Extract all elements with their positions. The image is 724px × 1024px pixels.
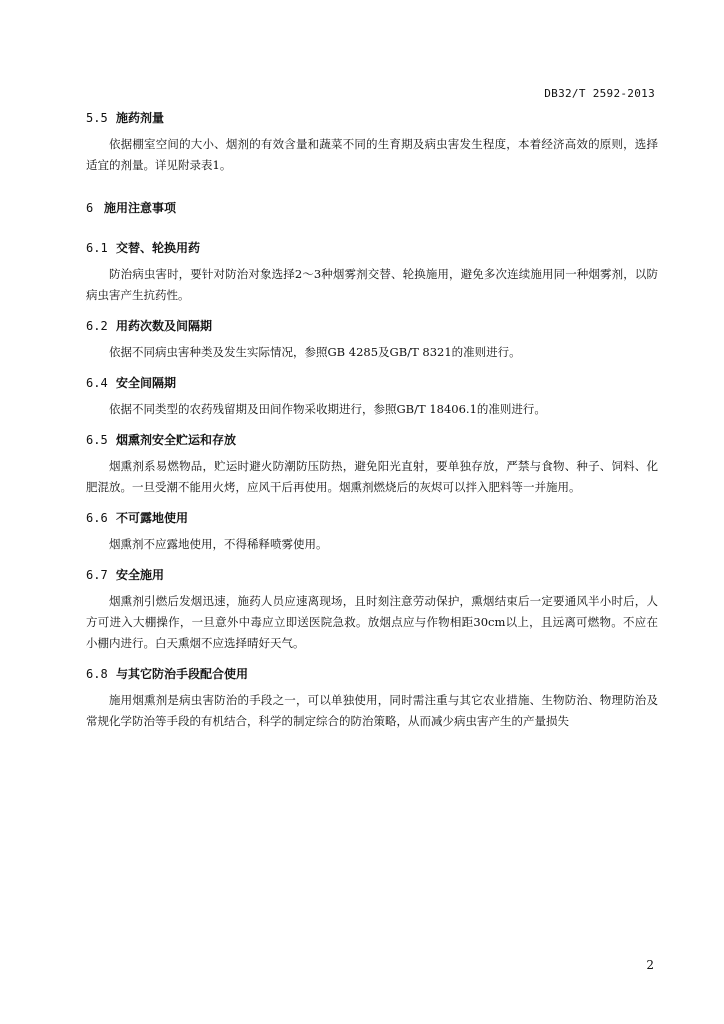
page-number: 2 <box>646 958 654 972</box>
section-number: 6 <box>86 201 94 215</box>
document-code: DB32/T 2592-2013 <box>544 87 655 100</box>
section-paragraph: 烟熏剂引燃后发烟迅速，施药人员应速离现场，且时刻注意劳动保护，熏烟结束后一定要通风半小时后，人方可进入大棚操作，一旦意外中毒应立即送医院急救。放烟点应与作物相距30cm以上，且远离可燃物。不应在小棚内进行。白天熏烟不应选择晴好天气。 <box>86 594 658 650</box>
section-number: 6.2 <box>86 319 108 333</box>
section-heading-6-7 <box>86 567 658 583</box>
section-paragraph: 施用烟熏剂是病虫害防治的手段之一，可以单独使用，同时需注重与其它农业措施、生物防治、物理防治及常规化学防治等手段的有机结合，科学的制定综合的防治策略，从而减少病虫害产生的产量损失 <box>86 693 658 728</box>
section-title: 安全间隔期 <box>116 376 177 390</box>
section-number: 6.1 <box>86 241 108 255</box>
section-title: 安全施用 <box>116 568 165 582</box>
section-heading-6-4 <box>86 375 658 391</box>
section-heading-6-5 <box>86 432 658 448</box>
section-heading-6-8 <box>86 666 658 682</box>
section-title: 用药次数及间隔期 <box>116 319 213 333</box>
section-paragraph: 烟熏剂不应露地使用，不得稀释喷雾使用。 <box>109 537 328 551</box>
section-number: 6.5 <box>86 433 108 447</box>
section-title: 交替、轮换用药 <box>116 241 201 255</box>
section-paragraph: 依据棚室空间的大小、烟剂的有效含量和蔬菜不同的生育期及病虫害发生程度，本着经济高效的原则，选择适宜的剂量。详见附录表1。 <box>86 137 658 172</box>
section-title: 不可露地使用 <box>116 511 189 525</box>
section-number: 6.8 <box>86 667 108 681</box>
section-title: 烟熏剂安全贮运和存放 <box>116 433 237 447</box>
document-body <box>86 110 658 732</box>
section-title: 施用注意事项 <box>104 201 177 215</box>
section-number: 6.4 <box>86 376 108 390</box>
section-heading-5-5 <box>86 110 658 126</box>
section-title: 与其它防治手段配合使用 <box>116 667 249 681</box>
section-number: 6.6 <box>86 511 108 525</box>
section-paragraph: 依据不同类型的农药残留期及田间作物采收期进行，参照GB/T 18406.1的准则进行。 <box>109 402 546 416</box>
section-paragraph: 烟熏剂系易燃物品，贮运时避火防潮防压防热，避免阳光直射，要单独存放，严禁与食物、种子、饲料、化肥混放。一旦受潮不能用火烤，应风干后再使用。烟熏剂燃烧后的灰烬可以拌入肥料等一并施用。 <box>86 459 658 494</box>
section-heading-6-2 <box>86 318 658 334</box>
section-paragraph: 防治病虫害时，要针对防治对象选择2～3种烟雾剂交替、轮换施用，避免多次连续施用同一种烟雾剂，以防病虫害产生抗药性。 <box>86 267 658 302</box>
section-heading-6-1 <box>86 240 658 256</box>
section-heading-6 <box>86 200 658 216</box>
section-heading-6-6 <box>86 510 658 526</box>
section-paragraph: 依据不同病虫害种类及发生实际情况，参照GB 4285及GB/T 8321的准则进行。 <box>109 345 521 359</box>
section-number: 6.7 <box>86 568 108 582</box>
section-title: 施药剂量 <box>116 111 165 125</box>
section-number: 5.5 <box>86 111 108 125</box>
